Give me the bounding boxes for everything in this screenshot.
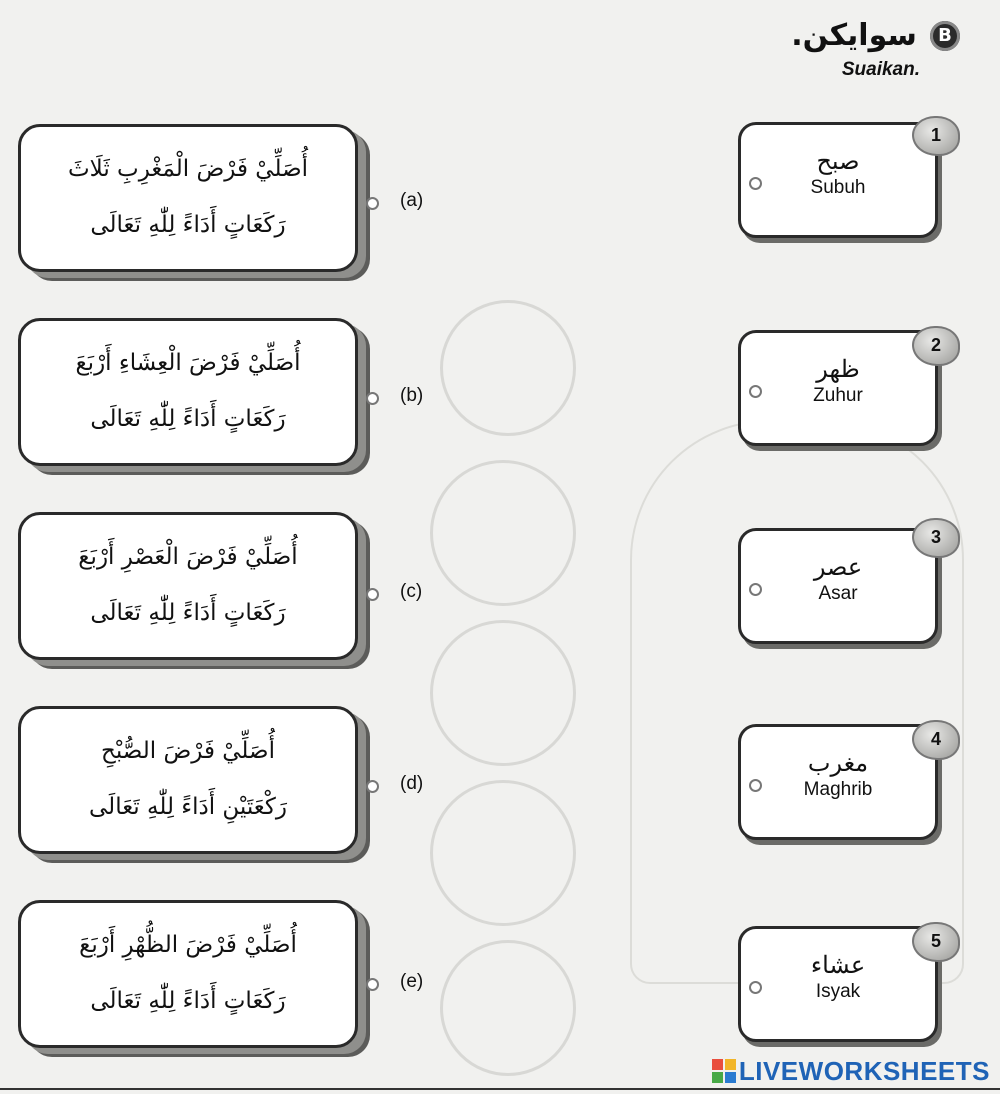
niyyah-card-d	[18, 706, 358, 854]
liveworksheets-logo	[712, 1056, 990, 1087]
niyyah-line-1: أُصَلِّيْ فَرْضَ الظُّهْرِ أَرْبَعَ	[79, 932, 297, 958]
niyyah-line-1: أُصَلِّيْ فَرْضَ الْعَصْرِ أَرْبَعَ	[78, 544, 298, 570]
niyyah-line-1: أُصَلِّيْ فَرْضَ الْعِشَاءِ أَرْبَعَ	[75, 350, 301, 376]
prayer-card-4	[738, 724, 938, 840]
prayer-card-3	[738, 528, 938, 644]
number-badge-2: 2	[912, 326, 960, 366]
match-dot-a[interactable]	[366, 197, 379, 210]
prayer-name-arabic: ظهر	[816, 355, 860, 383]
prayer-name-latin: Isyak	[815, 981, 861, 1002]
prayer-name-latin: Subuh	[810, 177, 866, 198]
match-dot-c[interactable]	[366, 588, 379, 601]
niyyah-card-e	[18, 900, 358, 1048]
section-header	[791, 18, 960, 81]
number-badge-3: 3	[912, 518, 960, 558]
prayer-card-5	[738, 926, 938, 1042]
niyyah-line-1: أُصَلِّيْ فَرْضَ الصُّبْحِ	[101, 738, 275, 764]
prayer-name-arabic: عصر	[813, 553, 863, 581]
prayer-card-1	[738, 122, 938, 238]
prayer-name-arabic: صبح	[816, 147, 860, 175]
match-dot-2[interactable]	[749, 385, 762, 398]
niyyah-line-2: رَكَعَاتٍ أَدَاءً لِلّٰهِ تَعَالَى	[90, 988, 286, 1014]
prayer-name-arabic: مغرب	[807, 749, 869, 777]
niyyah-line-2: رَكْعَتَيْنِ أَدَاءً لِلّٰهِ تَعَالَى	[89, 794, 287, 820]
card-label-a: (a)	[400, 190, 424, 211]
number-badge-4: 4	[912, 720, 960, 760]
logo-text: LIVEWORKSHEETS	[738, 1056, 990, 1086]
number-badge-1: 1	[912, 116, 960, 156]
card-label-b: (b)	[400, 385, 424, 406]
section-title-jawi: سوايكن.	[791, 18, 917, 53]
match-dot-e[interactable]	[366, 978, 379, 991]
number-badge-5: 5	[912, 922, 960, 962]
prayer-name-arabic: عشاء	[810, 951, 866, 979]
niyyah-line-2: رَكَعَاتٍ أَدَاءً لِلّٰهِ تَعَالَى	[90, 600, 286, 626]
prayer-name-latin: Asar	[818, 583, 858, 604]
card-label-d: (d)	[400, 773, 424, 794]
match-dot-5[interactable]	[749, 981, 762, 994]
niyyah-card-b	[18, 318, 358, 466]
niyyah-line-2: رَكَعَاتٍ أَدَاءً لِلّٰهِ تَعَالَى	[90, 212, 286, 238]
bottom-divider	[0, 1088, 1000, 1090]
niyyah-line-2: رَكَعَاتٍ أَدَاءً لِلّٰهِ تَعَالَى	[90, 406, 286, 432]
prayer-name-latin: Zuhur	[813, 385, 863, 406]
section-badge: B	[930, 21, 960, 51]
card-label-e: (e)	[400, 971, 424, 992]
prayer-name-latin: Maghrib	[803, 779, 873, 800]
card-label-c: (c)	[400, 581, 423, 602]
match-dot-d[interactable]	[366, 780, 379, 793]
niyyah-line-1: أُصَلِّيْ فَرْضَ الْمَغْرِبِ ثَلَاثَ	[67, 156, 309, 182]
niyyah-card-a	[18, 124, 358, 272]
match-dot-4[interactable]	[749, 779, 762, 792]
niyyah-card-c	[18, 512, 358, 660]
match-dot-3[interactable]	[749, 583, 762, 596]
liveworksheets-icon	[712, 1059, 736, 1083]
match-dot-b[interactable]	[366, 392, 379, 405]
match-dot-1[interactable]	[749, 177, 762, 190]
section-subtitle: Suaikan.	[841, 59, 920, 80]
prayer-card-2	[738, 330, 938, 446]
